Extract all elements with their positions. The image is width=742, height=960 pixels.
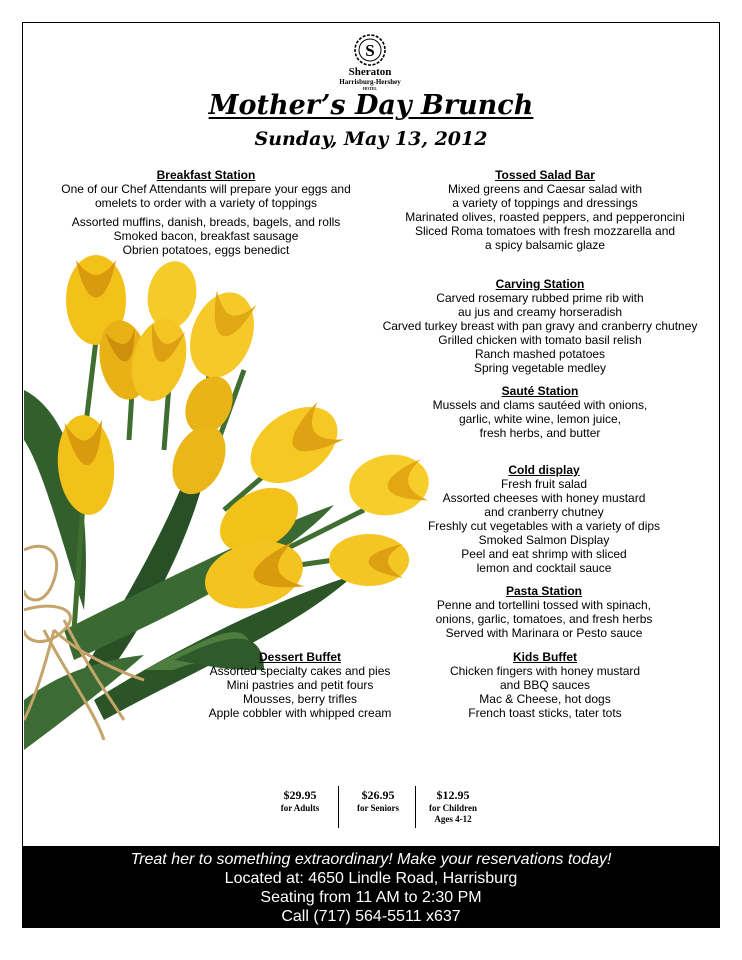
price-label: for Children <box>429 803 477 813</box>
price-label: for Adults <box>280 803 320 813</box>
price-amount: $26.95 <box>361 788 395 802</box>
saute-heading: Sauté Station <box>501 384 579 398</box>
logo-tiny: HOTEL <box>362 86 378 91</box>
breakfast-station <box>30 168 382 257</box>
cold-line: Fresh fruit salad <box>500 477 588 491</box>
breakfast-line: One of our Chef Attendants will prepare your eggs and <box>61 182 351 196</box>
pasta-heading: Pasta Station <box>505 584 583 598</box>
salad-bar <box>380 168 710 252</box>
saute-line: garlic, white wine, lemon juice, <box>458 412 622 426</box>
pasta-station <box>380 584 708 640</box>
breakfast-line: Smoked bacon, breakfast sausage <box>113 229 299 243</box>
dessert-buffet <box>190 650 410 720</box>
dessert-line: Assorted specialty cakes and pies <box>209 664 391 678</box>
price-divider <box>338 786 339 828</box>
price-children <box>418 788 488 825</box>
logo-subtitle: Harrisburg-Hershey <box>339 78 401 86</box>
dessert-line: Apple cobbler with whipped cream <box>208 706 392 720</box>
carving-station <box>370 277 710 375</box>
carving-line: Carved rosemary rubbed prime rib with <box>436 291 644 305</box>
carving-line: Carved turkey breast with pan gravy and cranberry chutney <box>382 319 698 333</box>
breakfast-line: omelets to order with a variety of toppings <box>94 196 318 210</box>
footer-tagline: Treat her to something extraordinary! Make your reservations today! <box>130 851 612 868</box>
cold-line: lemon and cocktail sauce <box>476 561 612 575</box>
breakfast-line: Obrien potatoes, eggs benedict <box>122 243 290 257</box>
saute-line: Mussels and clams sautéed with onions, <box>432 398 648 412</box>
carving-heading: Carving Station <box>495 277 585 291</box>
cold-heading: Cold display <box>508 463 580 477</box>
kids-heading: Kids Buffet <box>513 650 577 664</box>
price-label-ages: Ages 4-12 <box>434 814 472 824</box>
kids-buffet <box>420 650 670 720</box>
kids-line: French toast sticks, tater tots <box>468 706 622 720</box>
cold-line: Smoked Salmon Display <box>478 533 610 547</box>
footer-phone: Call (717) 564-5511 x637 <box>281 908 461 925</box>
price-list <box>265 788 485 832</box>
price-divider <box>415 786 416 828</box>
cold-line: Assorted cheeses with honey mustard <box>442 491 646 505</box>
carving-line: Ranch mashed potatoes <box>474 347 606 361</box>
carving-line: Spring vegetable medley <box>473 361 607 375</box>
svg-text:S: S <box>365 41 375 60</box>
salad-line: Marinated olives, roasted peppers, and pepperoncini <box>405 210 685 224</box>
dessert-line: Mini pastries and petit fours <box>226 678 374 692</box>
salad-line: a variety of toppings and dressings <box>452 196 638 210</box>
price-label: for Seniors <box>356 803 400 813</box>
price-adults <box>265 788 335 814</box>
footer-seating: Seating from 11 AM to 2:30 PM <box>260 889 482 906</box>
pasta-line: onions, garlic, tomatoes, and fresh herbs <box>435 612 653 626</box>
sheraton-logo <box>330 33 410 91</box>
cold-line: Peel and eat shrimp with sliced <box>461 547 627 561</box>
footer-location: Located at: 4650 Lindle Road, Harrisburg <box>224 870 518 887</box>
cold-display <box>380 463 708 575</box>
salad-line: a spicy balsamic glaze <box>484 238 606 252</box>
page-subtitle: Sunday, May 13, 2012 <box>254 128 488 150</box>
cold-line: Freshly cut vegetables with a variety of dips <box>427 519 661 533</box>
cold-line: and cranberry chutney <box>484 505 604 519</box>
page-title: Mother’s Day Brunch <box>208 90 534 121</box>
sheraton-emblem-icon <box>353 33 387 67</box>
logo-brand: Sheraton <box>348 66 392 78</box>
price-amount: $29.95 <box>283 788 317 802</box>
salad-heading: Tossed Salad Bar <box>495 168 595 182</box>
carving-line: Grilled chicken with tomato basil relish <box>438 333 642 347</box>
kids-line: Mac & Cheese, hot dogs <box>479 692 611 706</box>
footer-banner <box>22 846 720 928</box>
kids-line: Chicken fingers with honey mustard <box>449 664 641 678</box>
pasta-line: Penne and tortellini tossed with spinach, <box>436 598 652 612</box>
pasta-line: Served with Marinara or Pesto sauce <box>445 626 643 640</box>
dessert-line: Mousses, berry trifles <box>242 692 358 706</box>
kids-line: and BBQ sauces <box>499 678 591 692</box>
breakfast-heading: Breakfast Station <box>156 168 256 182</box>
salad-line: Sliced Roma tomatoes with fresh mozzarella and <box>414 224 676 238</box>
price-amount: $12.95 <box>436 788 470 802</box>
salad-line: Mixed greens and Caesar salad with <box>447 182 643 196</box>
saute-line: fresh herbs, and butter <box>479 426 601 440</box>
price-seniors <box>343 788 413 814</box>
saute-station <box>380 384 700 440</box>
breakfast-line: Assorted muffins, danish, breads, bagels, and rolls <box>71 215 341 229</box>
carving-line: au jus and creamy horseradish <box>457 305 623 319</box>
dessert-heading: Dessert Buffet <box>258 650 342 664</box>
